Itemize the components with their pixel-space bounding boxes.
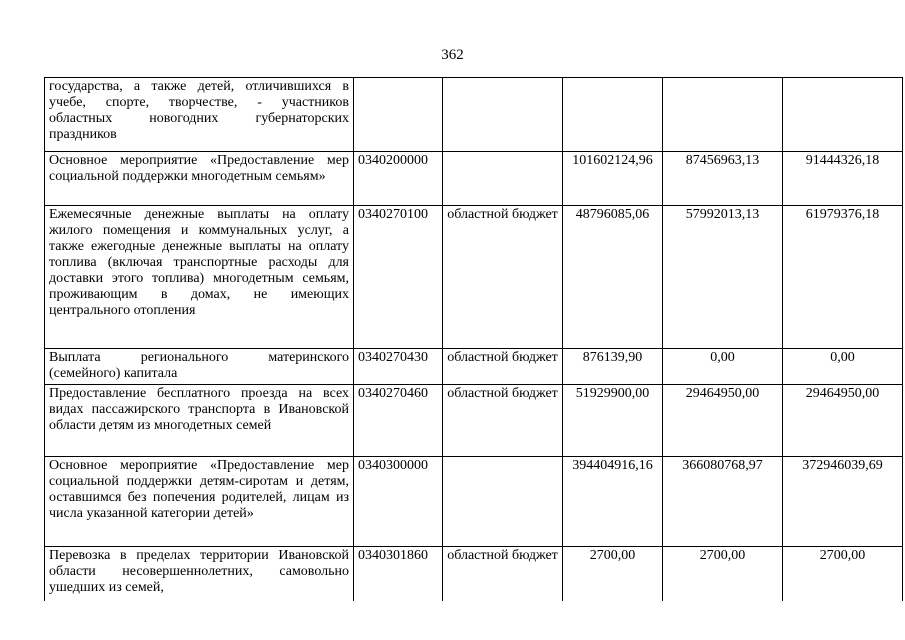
row-value-3: 29464950,00	[783, 385, 903, 457]
table-row	[45, 457, 903, 547]
row-value-3: 61979376,18	[783, 206, 903, 349]
page-number: 362	[441, 47, 464, 63]
row-description: Перевозка в пределах территории Ивановской области несовершеннолетних, самовольно ушедших из семей,	[45, 547, 354, 601]
row-funding-source: областной бюджет	[443, 349, 563, 385]
row-value-3: 372946039,69	[783, 457, 903, 547]
row-code: 0340270100	[354, 206, 443, 349]
row-description: Предоставление бесплатного проезда на всех видах пассажирского транспорта в Ивановской области детям из многодетных семей	[45, 385, 354, 457]
table-row	[45, 349, 903, 385]
row-value-1: 48796085,06	[563, 206, 663, 349]
row-value-3: 0,00	[783, 349, 903, 385]
row-value-2: 2700,00	[663, 547, 783, 601]
row-value-3: 2700,00	[783, 547, 903, 601]
row-value-2: 57992013,13	[663, 206, 783, 349]
row-value-2: 0,00	[663, 349, 783, 385]
table-row	[45, 206, 903, 349]
row-funding-source	[443, 457, 563, 547]
row-funding-source: областной бюджет	[443, 385, 563, 457]
row-funding-source: областной бюджет	[443, 206, 563, 349]
row-code: 0340200000	[354, 152, 443, 206]
row-funding-source	[443, 152, 563, 206]
row-value-2: 87456963,13	[663, 152, 783, 206]
row-funding-source: областной бюджет	[443, 547, 563, 601]
row-value-1	[563, 78, 663, 152]
row-value-1: 101602124,96	[563, 152, 663, 206]
row-value-1: 876139,90	[563, 349, 663, 385]
row-description: Основное мероприятие «Предоставление мер социальной поддержки многодетным семьям»	[45, 152, 354, 206]
row-code	[354, 78, 443, 152]
row-description: Выплата регионального материнского (семейного) капитала	[45, 349, 354, 385]
row-code: 0340301860	[354, 547, 443, 601]
table-row	[45, 152, 903, 206]
row-value-2: 366080768,97	[663, 457, 783, 547]
row-value-1: 51929900,00	[563, 385, 663, 457]
row-funding-source	[443, 78, 563, 152]
row-value-1: 394404916,16	[563, 457, 663, 547]
row-description: Ежемесячные денежные выплаты на оплату жилого помещения и коммунальных услуг, а также ежегодные денежные выплаты на оплату топлива (включая транспортные расходы для доставки этого топлива) многодетным семьям, проживающим в домах, не имеющих центрального отопления	[45, 206, 354, 349]
row-code: 0340300000	[354, 457, 443, 547]
budget-table	[44, 77, 903, 601]
row-value-3: 91444326,18	[783, 152, 903, 206]
row-value-2: 29464950,00	[663, 385, 783, 457]
row-value-1: 2700,00	[563, 547, 663, 601]
row-value-2	[663, 78, 783, 152]
row-code: 0340270460	[354, 385, 443, 457]
table-row	[45, 385, 903, 457]
row-description: Основное мероприятие «Предоставление мер социальной поддержки детям-сиротам и детям, оставшимся без попечения родителей, лицам из числа указанной категории детей»	[45, 457, 354, 547]
table-row	[45, 78, 903, 152]
table-row	[45, 547, 903, 601]
row-description: государства, а также детей, отличившихся в учебе, спорте, творчестве, - участников областных новогодних губернаторских праздников	[45, 78, 354, 152]
row-code: 0340270430	[354, 349, 443, 385]
row-value-3	[783, 78, 903, 152]
